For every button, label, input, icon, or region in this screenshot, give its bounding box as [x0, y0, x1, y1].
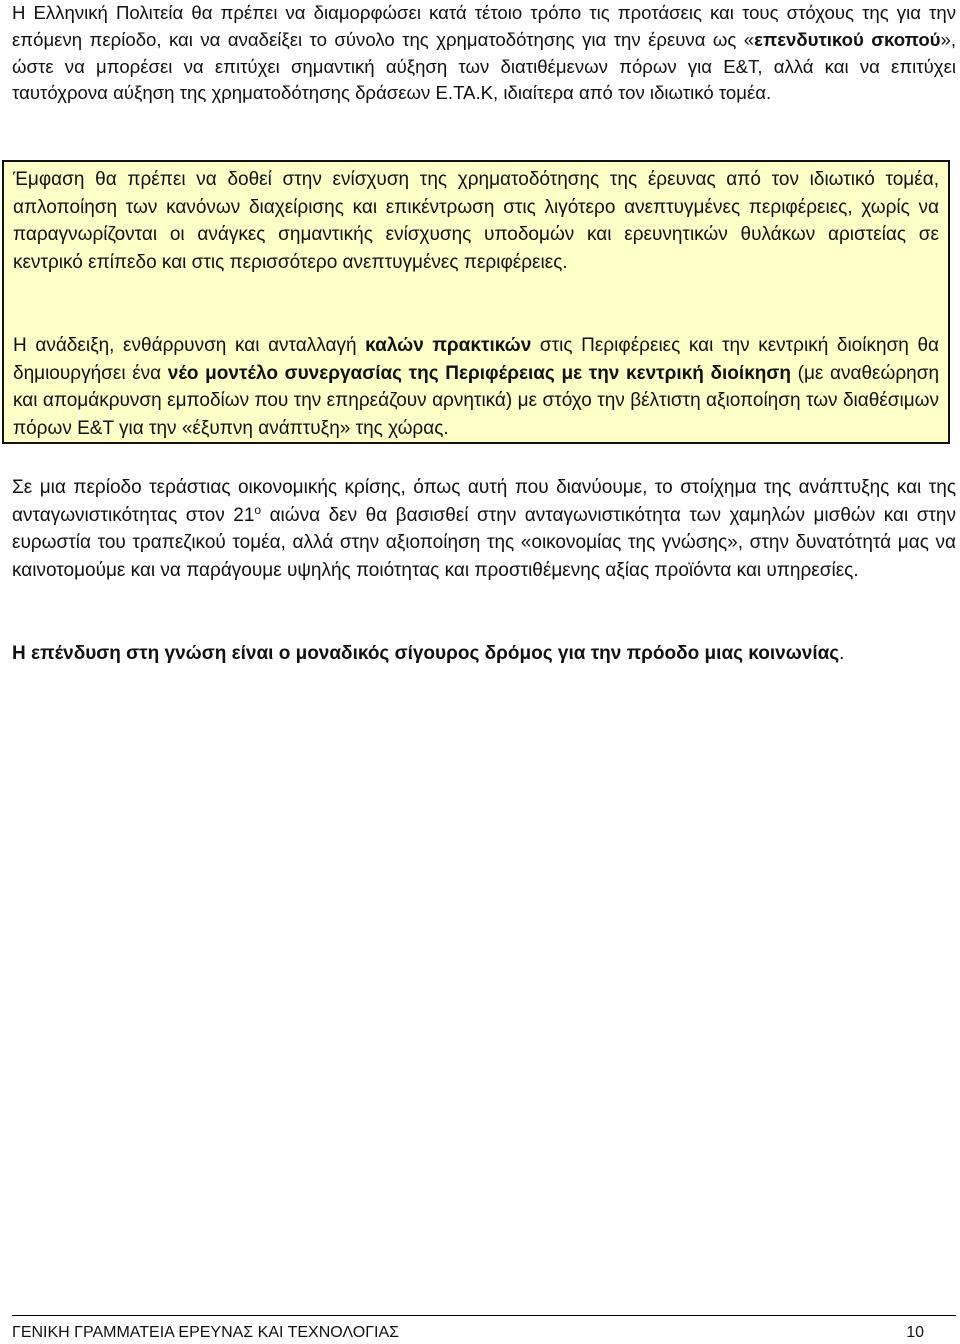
intro-bold-phrase: επενδυτικού σκοπού — [754, 28, 941, 50]
highlight-paragraph-emphasis: Έμφαση θα πρέπει να δοθεί στην ενίσχυση της χρηματοδότησης της έρευνας από τον ιδιωτικό τομέα, απλοποίηση των κανόνων διαχείρισης και επικέντρωση στις λιγότερο ανεπτυγμένες περιφέρειες, χωρίς να παραγνωρίζονται οι ανάγκες σημαντικής ενίσχυσης υποδομών και ερευνητικών θυλάκων αριστείας σε κεντρικό επίπεδο και στις περισσότερο ανεπτυγμένες περιφέρειες. — [13, 169, 939, 273]
conclusion-paragraph — [12, 640, 956, 668]
intro-paragraph — [12, 0, 956, 107]
intro-text-start: Η Ελληνική Πολιτεία θα πρέπει να διαμορφώσει κατά τέτοιο τρόπο τις προτάσεις και τους στόχους της για την επόμενη περίοδο, και να αναδείξει το σύνολο της χρηματοδότησης για την έρευνα ως « — [12, 2, 956, 50]
intro-text-end: », ώστε να μπορέσει να επιτύχει σημαντική αύξηση των διατιθέμενων πόρων για Ε&Τ, αλλά και να επιτύχει ταυτόχρονα αύξηση της χρηματοδότησης δράσεων Ε.ΤΑ.Κ, ιδιαίτερα από τον ιδιωτικό τομέα. — [12, 28, 957, 104]
practices-bold-1: καλών πρακτικών — [365, 335, 532, 356]
century-superscript: ο — [254, 502, 262, 517]
conclusion-period: . — [839, 643, 845, 664]
footer-organization: ΓΕΝΙΚΗ ΓΡΑΜΜΑΤΕΙΑ ΕΡΕΥΝΑΣ ΚΑΙ ΤΕΧΝΟΛΟΓΙΑΣ — [12, 1324, 400, 1341]
conclusion-bold-text: Η επένδυση στη γνώση είναι ο μοναδικός σίγουρος δρόμος για την πρόοδο μιας κοινωνίας — [12, 643, 840, 664]
practices-text-2: στις Περιφέρειες και την κεντρική διοίκηση θα δημιουργήσει ένα — [13, 335, 939, 384]
practices-bold-2: νέο μοντέλο συνεργασίας της Περιφέρειας με την κεντρική διοίκηση — [167, 362, 791, 384]
page-number: 10 — [906, 1324, 924, 1341]
highlight-box — [2, 160, 950, 444]
highlight-paragraph-practices — [13, 332, 939, 442]
footer-divider — [12, 1315, 956, 1316]
crisis-text-start: Σε μια περίοδο τεράστιας οικονομικής κρίσης, όπως αυτή που διανύουμε, το στοίχημα της ανάπτυξης και της ανταγωνιστικότητας στον 21 — [12, 477, 956, 526]
crisis-text-end: αιώνα δεν θα βασισθεί στην ανταγωνιστικότητα των χαμηλών μισθών και στην ευρωστία του τραπεζικού τομέα, αλλά στην αξιοποίηση της «οικονομίας της γνώσης», στην δυνατότητά μας να καινοτομούμε και να παράγουμε υψηλής ποιότητας και προστιθέμενης αξίας προϊόντα και υπηρεσίες. — [12, 504, 956, 581]
practices-text-3: (με αναθεώρηση και απομάκρυνση εμποδίων που την επηρεάζουν αρνητικά) με στόχο την βέλτιστη αξιοποίηση των διαθέσιμων πόρων Ε&Τ για την «έξυπνη ανάπτυξη» της χώρας. — [13, 362, 940, 439]
practices-text-1: Η ανάδειξη, ενθάρρυνση και ανταλλαγή — [13, 335, 366, 356]
crisis-paragraph — [12, 474, 956, 584]
